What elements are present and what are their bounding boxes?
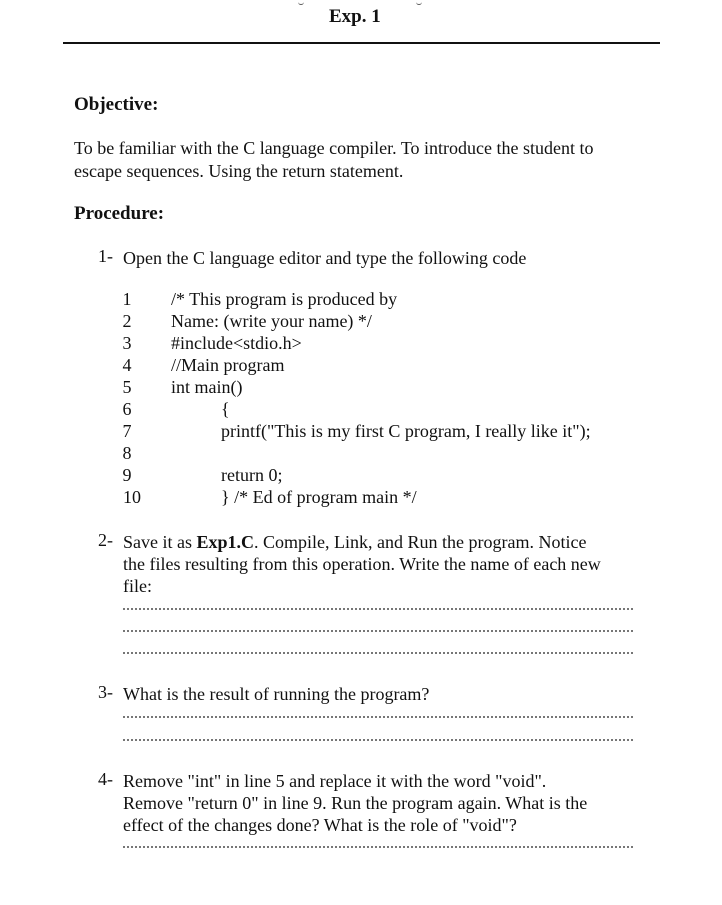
- procedure-heading: Procedure:: [74, 203, 165, 224]
- step-2-prefix: Save it as: [123, 532, 197, 552]
- answer-line: [122, 846, 634, 848]
- scan-mark-left: [298, 0, 304, 5]
- step-2-line-1: [123, 530, 586, 554]
- code-line: } /* Ed of program main */: [221, 487, 417, 507]
- code-line-number: 8: [122, 443, 132, 463]
- step-2-line-3: file:: [123, 576, 152, 596]
- code-line: return 0;: [221, 465, 283, 485]
- code-line-number: 2: [122, 311, 132, 331]
- step-4-line-2: Remove "return 0" in line 9. Run the program again. What is the: [123, 793, 588, 813]
- code-line: {: [221, 399, 230, 419]
- page-title: Exp. 1: [329, 6, 381, 27]
- step-2-number: 2-: [98, 530, 113, 550]
- objective-line-1: To be familiar with the C language compiler. To introduce the student to: [74, 138, 594, 158]
- code-line: /* This program is produced by: [171, 289, 398, 309]
- code-line: Name: (write your name) */: [171, 311, 372, 331]
- code-line: int main(): [171, 377, 243, 397]
- code-line-number: 5: [122, 377, 132, 397]
- step-4-number: 4-: [98, 769, 113, 789]
- step-3-text: What is the result of running the program?: [123, 684, 430, 704]
- code-line: printf("This is my first C program, I really like it");: [221, 421, 591, 441]
- code-line-number: 6: [122, 399, 132, 419]
- objective-line-2: escape sequences. Using the return statement.: [74, 161, 404, 181]
- objective-heading: Objective:: [74, 94, 159, 115]
- answer-line: [122, 630, 634, 632]
- code-line: //Main program: [171, 355, 285, 375]
- code-line-number: 4: [122, 355, 132, 375]
- code-line-number: 9: [122, 465, 132, 485]
- answer-line: [122, 739, 634, 741]
- answer-line: [122, 716, 634, 718]
- step-2-rest: . Compile, Link, and Run the program. Notice: [254, 532, 587, 552]
- scan-mark-right: [416, 0, 422, 5]
- header-rule: [63, 42, 660, 44]
- code-line-number: 10: [123, 487, 141, 507]
- step-2-line-2: the files resulting from this operation. Write the name of each new: [123, 554, 601, 574]
- code-line-number: 1: [122, 289, 132, 309]
- step-2-filename: Exp1.C: [196, 532, 255, 552]
- code-line: #include<stdio.h>: [171, 333, 302, 353]
- step-4-line-1: Remove "int" in line 5 and replace it with the word "void".: [123, 771, 547, 791]
- code-line-number: 3: [122, 333, 132, 353]
- step-1-number: 1-: [98, 246, 113, 266]
- answer-line: [122, 652, 634, 654]
- step-3-number: 3-: [98, 682, 113, 702]
- step-1-text: Open the C language editor and type the following code: [123, 248, 527, 268]
- step-4-line-3: effect of the changes done? What is the role of "void"?: [123, 815, 517, 835]
- code-line-number: 7: [122, 421, 132, 441]
- answer-line: [122, 608, 634, 610]
